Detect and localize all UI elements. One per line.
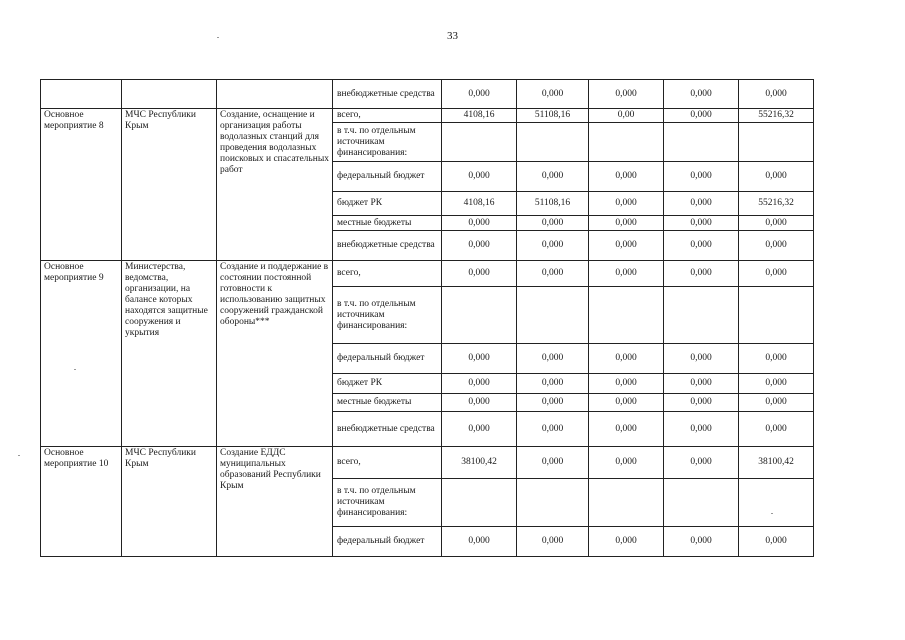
value-cell: 0,000 xyxy=(664,231,739,261)
value-cell: 0,000 xyxy=(442,216,517,231)
value-cell: 0,000 xyxy=(589,80,664,109)
value-cell: 0,000 xyxy=(517,527,589,557)
source-cell: внебюджетные средства xyxy=(333,412,442,447)
table-row xyxy=(41,261,814,287)
value-cell: 0,000 xyxy=(664,374,739,394)
value-cell: 0,000 xyxy=(589,231,664,261)
source-cell: в т.ч. по отдельным источникам финансирования: xyxy=(333,287,442,344)
value-cell: 0,000 xyxy=(739,412,814,447)
value-cell xyxy=(739,123,814,162)
source-cell: федеральный бюджет xyxy=(333,344,442,374)
value-cell: 0,000 xyxy=(442,231,517,261)
source-cell: в т.ч. по отдельным источникам финансирования: xyxy=(333,479,442,527)
value-cell: 38100,42 xyxy=(442,447,517,479)
source-cell: внебюджетные средства xyxy=(333,80,442,109)
source-cell: бюджет РК xyxy=(333,192,442,216)
value-cell: 0,000 xyxy=(739,216,814,231)
value-cell: 0,000 xyxy=(589,261,664,287)
event-cell xyxy=(41,80,122,109)
source-cell: бюджет РК xyxy=(333,374,442,394)
value-cell: 4108,16 xyxy=(442,192,517,216)
source-cell: федеральный бюджет xyxy=(333,162,442,192)
value-cell: 0,000 xyxy=(442,527,517,557)
value-cell: 0,000 xyxy=(517,261,589,287)
value-cell: 0,000 xyxy=(589,192,664,216)
value-cell: 0,000 xyxy=(517,216,589,231)
value-cell xyxy=(589,479,664,527)
value-cell: 0,000 xyxy=(664,162,739,192)
source-cell: местные бюджеты xyxy=(333,216,442,231)
value-cell: 0,000 xyxy=(442,374,517,394)
scan-speck xyxy=(74,369,76,370)
value-cell: 4108,16 xyxy=(442,109,517,123)
value-cell xyxy=(517,479,589,527)
value-cell xyxy=(739,287,814,344)
source-cell: местные бюджеты xyxy=(333,394,442,412)
value-cell: 0,000 xyxy=(442,412,517,447)
source-cell: всего, xyxy=(333,109,442,123)
name-cell xyxy=(217,80,333,109)
value-cell: 0,000 xyxy=(442,344,517,374)
name-cell: Создание и поддержание в состоянии постоянной готовности к использованию защитных сооружений гражданской обороны*** xyxy=(217,261,333,447)
value-cell xyxy=(739,479,814,527)
value-cell xyxy=(517,287,589,344)
value-cell: 0,000 xyxy=(739,374,814,394)
table-row xyxy=(41,109,814,123)
scan-speck xyxy=(18,455,20,456)
value-cell: 0,000 xyxy=(664,394,739,412)
value-cell: 0,000 xyxy=(739,261,814,287)
source-cell: всего, xyxy=(333,447,442,479)
value-cell: 0,000 xyxy=(442,261,517,287)
value-cell: 0,00 xyxy=(589,109,664,123)
value-cell xyxy=(517,123,589,162)
value-cell: 0,000 xyxy=(517,231,589,261)
value-cell: 0,000 xyxy=(517,447,589,479)
value-cell: 51108,16 xyxy=(517,192,589,216)
event-cell: Основное мероприятие 10 xyxy=(41,447,122,557)
value-cell xyxy=(442,123,517,162)
page-number: 33 xyxy=(447,30,458,42)
table-row xyxy=(41,447,814,479)
value-cell: 0,000 xyxy=(739,231,814,261)
value-cell: 0,000 xyxy=(589,394,664,412)
value-cell: 0,000 xyxy=(589,216,664,231)
value-cell: 0,000 xyxy=(664,109,739,123)
value-cell xyxy=(442,479,517,527)
value-cell xyxy=(589,287,664,344)
value-cell: 51108,16 xyxy=(517,109,589,123)
value-cell: 38100,42 xyxy=(739,447,814,479)
source-cell: внебюджетные средства xyxy=(333,231,442,261)
value-cell: 55216,32 xyxy=(739,109,814,123)
value-cell: 0,000 xyxy=(739,162,814,192)
value-cell: 0,000 xyxy=(589,162,664,192)
value-cell: 0,000 xyxy=(739,394,814,412)
table-row xyxy=(41,80,814,109)
value-cell: 0,000 xyxy=(589,447,664,479)
value-cell xyxy=(589,123,664,162)
value-cell xyxy=(442,287,517,344)
value-cell xyxy=(664,287,739,344)
value-cell: 0,000 xyxy=(517,344,589,374)
source-cell: всего, xyxy=(333,261,442,287)
executor-cell: МЧС Республики Крым xyxy=(122,109,217,261)
value-cell: 0,000 xyxy=(664,527,739,557)
value-cell: 0,000 xyxy=(517,374,589,394)
value-cell: 0,000 xyxy=(442,162,517,192)
value-cell: 0,000 xyxy=(517,80,589,109)
value-cell: 0,000 xyxy=(739,344,814,374)
value-cell: 0,000 xyxy=(589,374,664,394)
value-cell: 0,000 xyxy=(589,344,664,374)
value-cell: 0,000 xyxy=(442,80,517,109)
value-cell: 0,000 xyxy=(517,412,589,447)
value-cell: 0,000 xyxy=(664,192,739,216)
value-cell xyxy=(664,123,739,162)
event-cell: Основное мероприятие 9 xyxy=(41,261,122,447)
event-cell: Основное мероприятие 8 xyxy=(41,109,122,261)
executor-cell xyxy=(122,80,217,109)
value-cell: 0,000 xyxy=(517,162,589,192)
source-cell: в т.ч. по отдельным источникам финансирования: xyxy=(333,123,442,162)
value-cell: 0,000 xyxy=(517,394,589,412)
value-cell: 0,000 xyxy=(664,412,739,447)
name-cell: Создание ЕДДС муниципальных образований Республики Крым xyxy=(217,447,333,557)
value-cell: 0,000 xyxy=(664,447,739,479)
value-cell: 0,000 xyxy=(739,80,814,109)
value-cell xyxy=(664,479,739,527)
value-cell: 0,000 xyxy=(664,216,739,231)
value-cell: 0,000 xyxy=(589,527,664,557)
value-cell: 55216,32 xyxy=(739,192,814,216)
scan-speck xyxy=(771,513,773,514)
value-cell: 0,000 xyxy=(589,412,664,447)
value-cell: 0,000 xyxy=(664,80,739,109)
value-cell: 0,000 xyxy=(739,527,814,557)
financing-table xyxy=(40,79,814,557)
name-cell: Создание, оснащение и организация работы водолазных станций для проведения водолазных поисковых и спасательных работ xyxy=(217,109,333,261)
scan-speck xyxy=(217,37,219,38)
executor-cell: МЧС Республики Крым xyxy=(122,447,217,557)
value-cell: 0,000 xyxy=(442,394,517,412)
source-cell: федеральный бюджет xyxy=(333,527,442,557)
value-cell: 0,000 xyxy=(664,344,739,374)
executor-cell: Министерства, ведомства, организации, на балансе которых находятся защитные сооружения и укрытия xyxy=(122,261,217,447)
value-cell: 0,000 xyxy=(664,261,739,287)
